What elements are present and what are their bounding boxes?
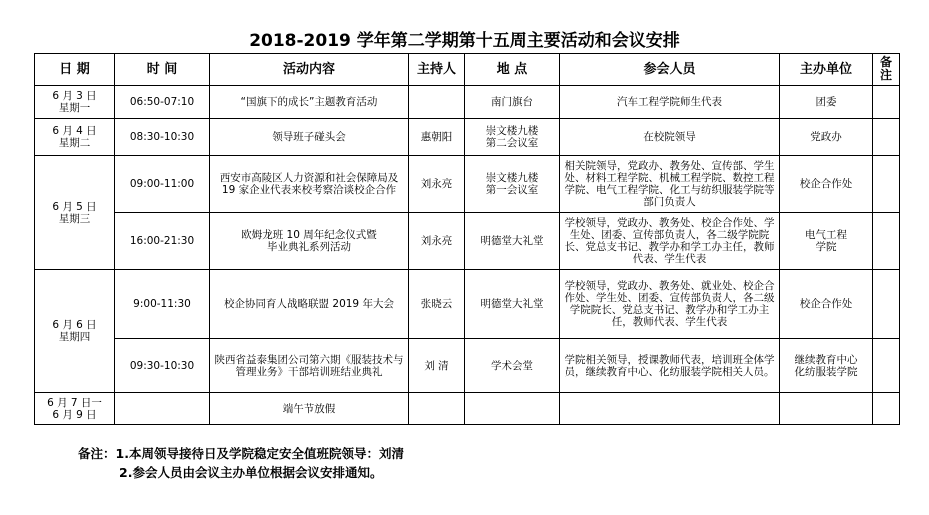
host-cell: 惠朝阳 [409, 119, 465, 156]
note-line-1: 备注：1.本周领导接待日及学院稳定安全值班院领导：刘清 [78, 446, 404, 461]
date-cell: 6 月 6 日 星期四 [35, 270, 115, 393]
header-date: 日 期 [35, 54, 115, 86]
table-row [35, 393, 900, 425]
remarks-cell [873, 156, 900, 213]
time-cell [115, 393, 210, 425]
activity-cell: 陕西省益泰集团公司第六期《服装技术与管理业务》干部培训班结业典礼 [210, 339, 409, 393]
table-row [35, 213, 900, 270]
organizer-cell [780, 393, 873, 425]
header-host: 主持人 [409, 54, 465, 86]
attendees-cell: 学院相关领导，授课教师代表，培训班全体学员，继续教育中心、化纺服装学院相关人员。 [560, 339, 780, 393]
location-cell: 崇文楼九楼 第一会议室 [465, 156, 560, 213]
page-title: 2018-2019 学年第二学期第十五周主要活动和会议安排 [249, 31, 680, 51]
activity-cell: 欧姆龙班 10 周年纪念仪式暨 毕业典礼系列活动 [210, 213, 409, 270]
time-cell: 09:30-10:30 [115, 339, 210, 393]
header-attendees: 参会人员 [560, 54, 780, 86]
host-cell: 刘 清 [409, 339, 465, 393]
header-organizer: 主办单位 [780, 54, 873, 86]
date-cell: 6 月 3 日 星期一 [35, 86, 115, 119]
table-row [35, 86, 900, 119]
header-location: 地 点 [465, 54, 560, 86]
host-cell [409, 86, 465, 119]
remarks-cell [873, 213, 900, 270]
table-row [35, 270, 900, 339]
activity-cell: 领导班子碰头会 [210, 119, 409, 156]
remarks-cell [873, 86, 900, 119]
host-cell: 刘永亮 [409, 156, 465, 213]
attendees-cell: 相关院领导，党政办、教务处、宣传部、学生处、材料工程学院、机械工程学院、数控工程学院、电气工程学院、化工与纺织服装学院等部门负责人 [560, 156, 780, 213]
date-cell: 6 月 4 日 星期二 [35, 119, 115, 156]
organizer-cell: 电气工程 学院 [780, 213, 873, 270]
table-row [35, 156, 900, 213]
header-remarks: 备注 [873, 54, 900, 86]
activity-cell: 西安市高陵区人力资源和社会保障局及 19 家企业代表来校考察洽谈校企合作 [210, 156, 409, 213]
host-cell: 刘永亮 [409, 213, 465, 270]
attendees-cell: 在校院领导 [560, 119, 780, 156]
note-line-2: 2.参会人员由会议主办单位根据会议安排通知。 [119, 465, 383, 480]
location-cell: 学术会堂 [465, 339, 560, 393]
header-row [35, 54, 900, 86]
remarks-cell [873, 393, 900, 425]
location-cell: 南门旗台 [465, 86, 560, 119]
organizer-cell: 继续教育中心 化纺服装学院 [780, 339, 873, 393]
host-cell: 张晓云 [409, 270, 465, 339]
notes-block [78, 444, 404, 482]
schedule-table [34, 53, 900, 425]
organizer-cell: 党政办 [780, 119, 873, 156]
activity-cell: 校企协同育人战略联盟 2019 年大会 [210, 270, 409, 339]
table-row [35, 339, 900, 393]
remarks-cell [873, 339, 900, 393]
activity-cell: “国旗下的成长”主题教育活动 [210, 86, 409, 119]
attendees-cell: 学校领导，党政办、教务处、校企合作处、学生处、团委、宣传部负责人，各二级学院院长、党总支书记、教学办和学工办主任，教师代表、学生代表 [560, 213, 780, 270]
time-cell: 09:00-11:00 [115, 156, 210, 213]
date-cell: 6 月 5 日 星期三 [35, 156, 115, 270]
attendees-cell: 汽车工程学院师生代表 [560, 86, 780, 119]
time-cell: 16:00-21:30 [115, 213, 210, 270]
time-cell: 06:50-07:10 [115, 86, 210, 119]
activity-cell: 端午节放假 [210, 393, 409, 425]
attendees-cell [560, 393, 780, 425]
location-cell: 崇文楼九楼 第二会议室 [465, 119, 560, 156]
attendees-cell: 学校领导，党政办、教务处、就业处、校企合作处、学生处、团委、宣传部负责人，各二级学院院长、党总支书记、教学办和学工办主任，教师代表、学生代表 [560, 270, 780, 339]
remarks-cell [873, 119, 900, 156]
time-cell: 08:30-10:30 [115, 119, 210, 156]
date-cell: 6 月 7 日一 6 月 9 日 [35, 393, 115, 425]
organizer-cell: 校企合作处 [780, 270, 873, 339]
table-row [35, 119, 900, 156]
time-cell: 9:00-11:30 [115, 270, 210, 339]
remarks-cell [873, 270, 900, 339]
location-cell [465, 393, 560, 425]
organizer-cell: 校企合作处 [780, 156, 873, 213]
header-activity: 活动内容 [210, 54, 409, 86]
location-cell: 明德堂大礼堂 [465, 270, 560, 339]
host-cell [409, 393, 465, 425]
location-cell: 明德堂大礼堂 [465, 213, 560, 270]
header-time: 时 间 [115, 54, 210, 86]
organizer-cell: 团委 [780, 86, 873, 119]
